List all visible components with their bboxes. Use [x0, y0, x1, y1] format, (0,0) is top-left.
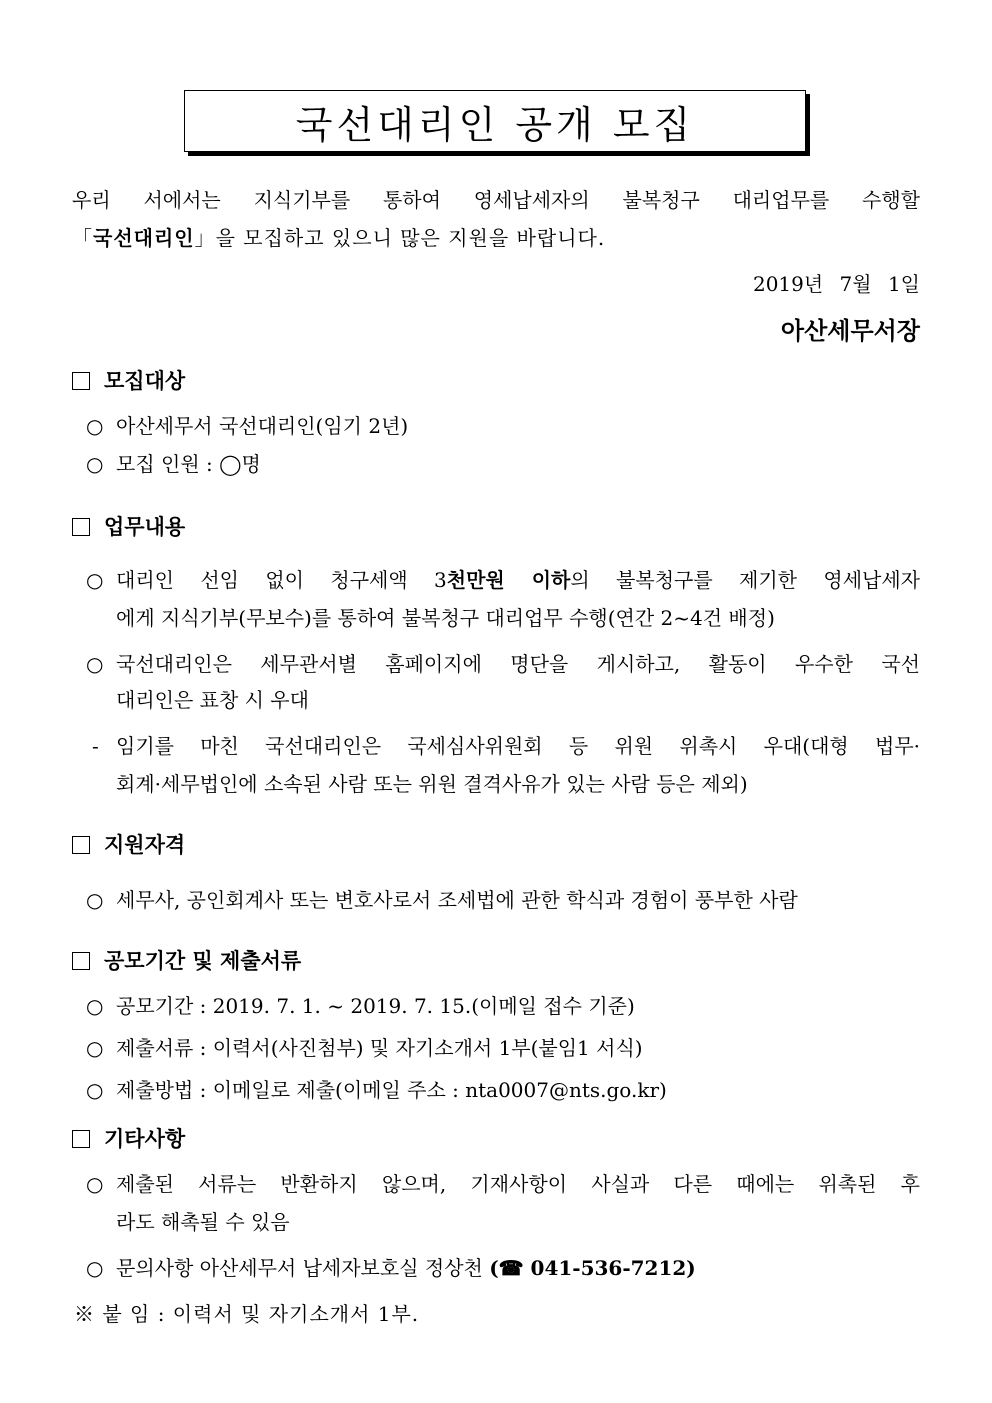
intro-bold-term: 국선대리인 — [93, 226, 195, 250]
etc-inquiry — [116, 1254, 696, 1282]
list-item — [86, 1254, 696, 1282]
section-title: 업무내용 — [104, 514, 186, 539]
checkbox-square-icon — [72, 1130, 90, 1148]
section-period-heading — [72, 946, 301, 976]
circle-bullet-icon: ○ — [86, 1078, 104, 1102]
dash-bullet-icon: - — [92, 734, 99, 758]
circle-bullet-icon: ○ — [86, 568, 104, 592]
checkbox-square-icon — [72, 518, 90, 536]
section-title: 지원자격 — [104, 832, 186, 857]
document-title: 국선대리인 공개 모집 — [295, 102, 695, 147]
intro-bracket-open: 「 — [72, 226, 93, 250]
etc-item-1-line-2: 라도 해촉될 수 있음 — [116, 1210, 290, 1234]
list-item — [86, 566, 920, 594]
period-dates: 공모기간 : 2019. 7. 1. ~ 2019. 7. 15.(이메일 접수 기준) — [116, 994, 635, 1018]
document-date: 2019년 7월 1일 — [752, 272, 920, 296]
checkbox-square-icon — [72, 836, 90, 854]
qualification-text: 세무사, 공인회계사 또는 변호사로서 조세법에 관한 학식과 경험이 풍부한 사람 — [116, 888, 798, 912]
sub-item — [92, 732, 920, 760]
period-documents: 제출서류 : 이력서(사진첨부) 및 자기소개서 1부(붙임1 서식) — [116, 1036, 643, 1060]
duties-item-1-line-2: 에게 지식기부(무보수)를 통하여 불복청구 대리업무 수행(연간 2~4건 배정) — [116, 606, 775, 630]
period-method: 제출방법 : 이메일로 제출(이메일 주소 : nta0007@nts.go.kr) — [116, 1078, 667, 1102]
intro-line-1: 우리 서에서는 지식기부를 통하여 영세납세자의 불복청구 대리업무를 수행할 — [72, 188, 920, 212]
circle-bullet-icon: ○ — [86, 452, 104, 476]
section-title: 모집대상 — [104, 368, 186, 393]
duties-sub-line-2: 회계·세무법인에 소속된 사람 또는 위원 결격사유가 있는 사람 등은 제외) — [116, 772, 748, 796]
checkbox-square-icon — [72, 372, 90, 390]
recruit-count: 모집 인원 : ◯명 — [116, 452, 261, 476]
recruit-target: 아산세무서 국선대리인(임기 2년) — [116, 414, 409, 438]
intro-line-2 — [72, 224, 605, 252]
duties-item-1-line-1 — [116, 566, 920, 594]
circle-bullet-icon: ○ — [86, 414, 104, 438]
text-segment: 의 불복청구를 제기한 영세납세자 — [570, 568, 920, 592]
duties-item-2-line-2: 대리인은 표창 시 우대 — [116, 688, 309, 712]
section-title: 기타사항 — [104, 1126, 186, 1151]
checkbox-square-icon — [72, 952, 90, 970]
duties-item-2-line-1: 국선대리인은 세무관서별 홈페이지에 명단을 게시하고, 활동이 우수한 국선 — [116, 652, 920, 676]
intro-line-2-rest: 」을 모집하고 있으니 많은 지원을 바랍니다. — [194, 226, 606, 250]
list-item — [86, 1076, 667, 1104]
bold-amount: 천만원 이하 — [446, 568, 571, 592]
list-item — [86, 650, 920, 678]
circle-bullet-icon: ○ — [86, 1036, 104, 1060]
section-etc-heading — [72, 1124, 185, 1154]
text-segment: 대리인 선임 없이 청구세액 3 — [116, 568, 447, 592]
inquiry-text: 문의사항 아산세무서 납세자보호실 정상천 — [116, 1256, 490, 1280]
etc-item-1-line-1: 제출된 서류는 반환하지 않으며, 기재사항이 사실과 다른 때에는 위촉된 후 — [116, 1172, 920, 1196]
circle-bullet-icon: ○ — [86, 888, 104, 912]
phone-number: (☎ 041-536-7212) — [489, 1256, 696, 1280]
section-duties-heading — [72, 512, 185, 542]
section-title: 공모기간 및 제출서류 — [104, 948, 302, 973]
section-recruit-heading — [72, 366, 185, 396]
attachment-note: ※ 붙 임 : 이력서 및 자기소개서 1부. — [74, 1302, 420, 1326]
list-item — [86, 412, 408, 440]
duties-sub-line-1: 임기를 마친 국선대리인은 국세심사위원회 등 위원 위촉시 우대(대형 법무· — [116, 734, 920, 758]
circle-bullet-icon: ○ — [86, 994, 104, 1018]
section-qualification-heading — [72, 830, 185, 860]
circle-bullet-icon: ○ — [86, 1172, 104, 1196]
issuer-name: 아산세무서장 — [780, 316, 920, 345]
list-item — [86, 1170, 920, 1198]
title-box — [184, 90, 806, 152]
list-item — [86, 886, 798, 914]
list-item — [86, 1034, 643, 1062]
list-item — [86, 450, 261, 478]
circle-bullet-icon: ○ — [86, 1256, 104, 1280]
circle-bullet-icon: ○ — [86, 652, 104, 676]
list-item — [86, 992, 635, 1020]
